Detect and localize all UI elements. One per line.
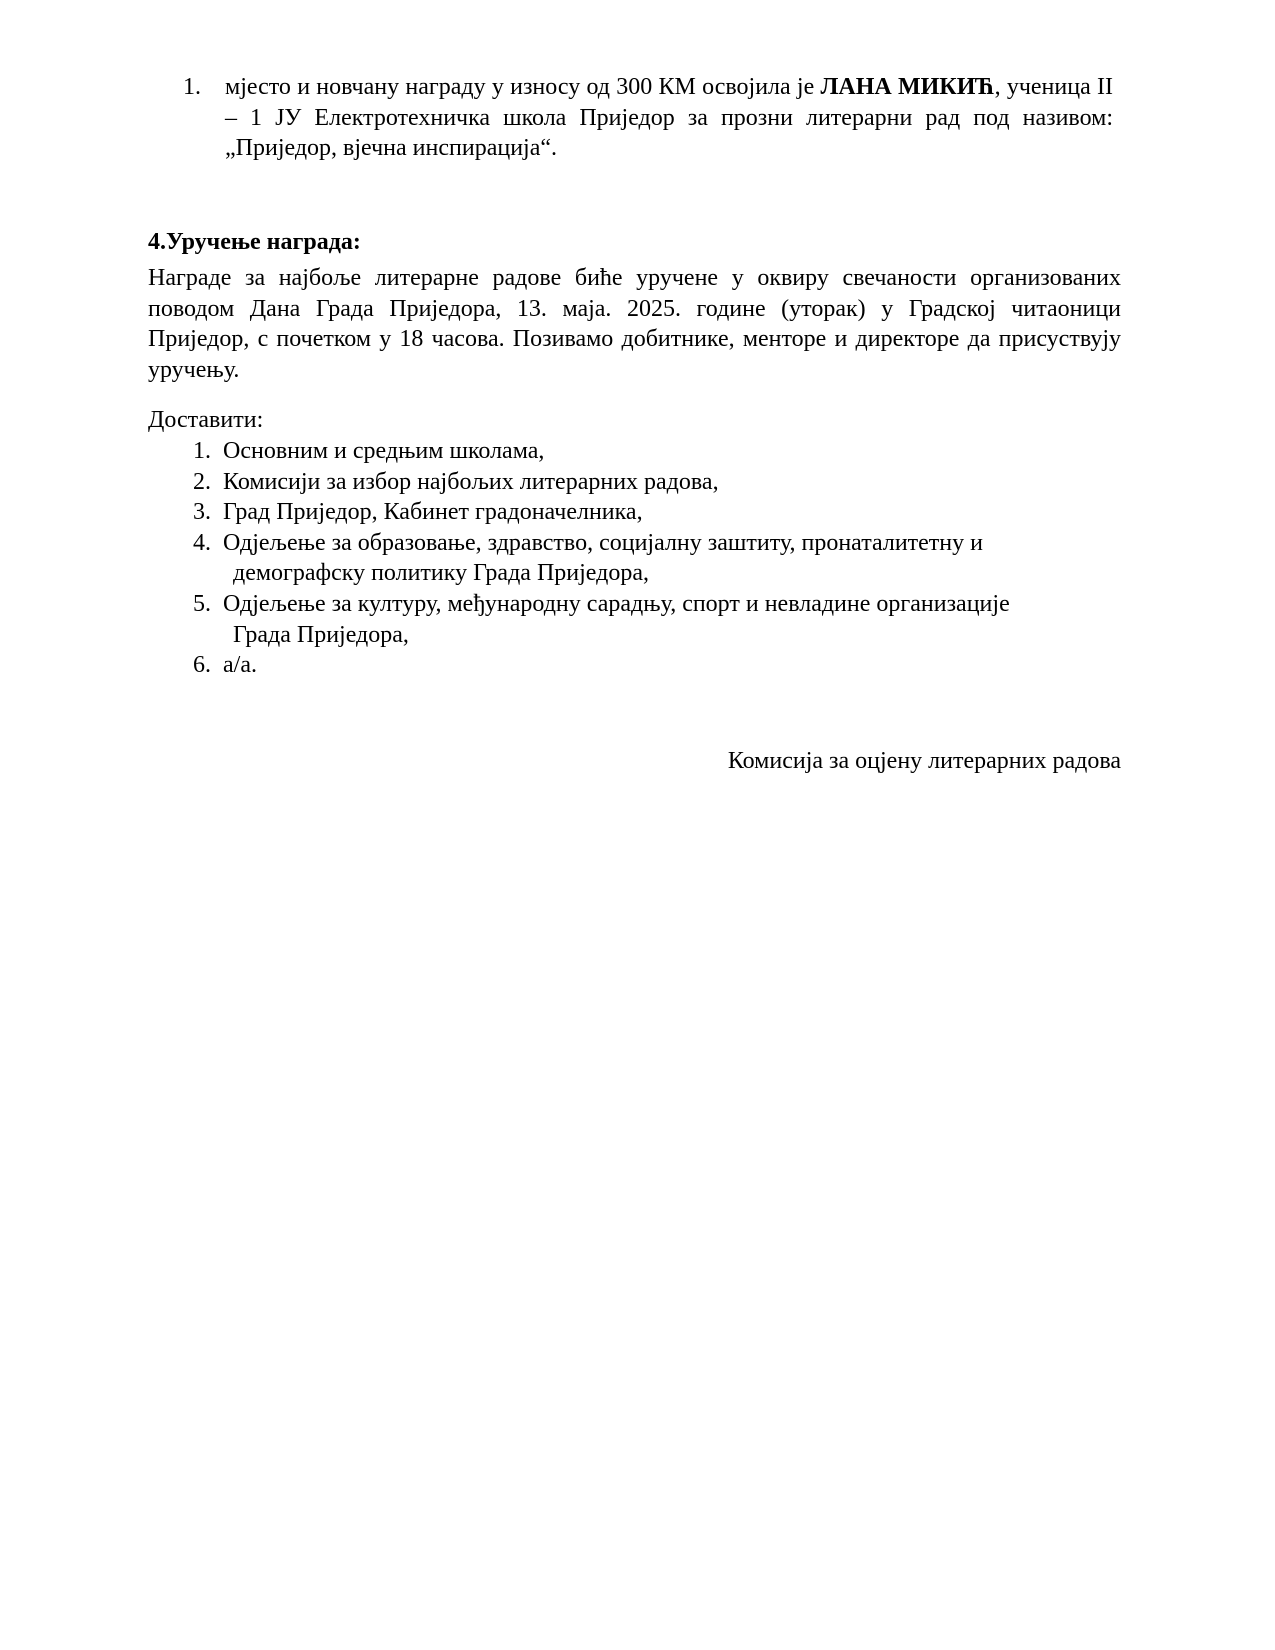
delivery-item — [193, 436, 1121, 467]
delivery-label: Доставити: — [148, 407, 264, 433]
delivery-item-number: 4. — [193, 529, 211, 556]
winner-name: ЛАНА МИКИЋ — [820, 74, 995, 100]
delivery-item — [193, 467, 1121, 498]
delivery-item-line: Одјељење за образовање, здравство, социјалну заштиту, пронаталитетну и — [223, 529, 983, 556]
section-heading: 4.Уручење награда: — [148, 229, 361, 255]
delivery-item-number: 1. — [193, 438, 211, 464]
delivery-item-text: Комисији за избор најбољих литерарних радова, — [223, 468, 719, 495]
delivery-item-text — [223, 589, 1121, 650]
award-text-after: , ученица II – 1 ЈУ Електротехничка школа Приједор за прозни литерарни рад под називом: „Приједор, вјечна инспирација“. — [225, 74, 1113, 161]
award-text-before: мјесто и новчану награду у износу од 300 КМ освојила је — [225, 74, 821, 100]
delivery-item-text: Град Приједор, Кабинет градоначелника, — [223, 499, 643, 526]
delivery-item-number: 6. — [193, 652, 211, 679]
delivery-item — [193, 650, 1121, 681]
delivery-item-text — [223, 528, 1121, 589]
delivery-item-number: 5. — [193, 590, 211, 617]
delivery-item-continuation: Града Приједора, — [233, 621, 409, 648]
award-entry — [183, 72, 1113, 164]
delivery-item-continuation: демографску политику Града Приједора, — [233, 560, 649, 587]
delivery-item — [193, 528, 1121, 589]
delivery-item — [193, 497, 1121, 528]
delivery-item-text: Основним и средњим школама, — [223, 438, 545, 464]
delivery-item — [193, 589, 1121, 650]
delivery-item-number: 3. — [193, 499, 211, 526]
delivery-item-text: а/а. — [223, 652, 257, 679]
section-paragraph: Награде за најбоље литерарне радове биће уручене у оквиру свечаности организованих поводом Дана Града Приједора, 13. маја. 2025. године (уторак) у Градској читаоници Приједор, с почетком у 18 часова. Позивамо добитнике, менторе и директоре да присуствују уручењу. — [148, 265, 1121, 384]
delivery-list — [193, 436, 1121, 681]
delivery-item-number: 2. — [193, 468, 211, 495]
delivery-item-line: Одјељење за културу, међународну сарадњу, спорт и невладине организације — [223, 590, 1010, 617]
signature: Комисија за оцјену литерарних радова — [727, 748, 1121, 774]
award-number: 1. — [183, 74, 201, 100]
award-text — [225, 72, 1113, 164]
